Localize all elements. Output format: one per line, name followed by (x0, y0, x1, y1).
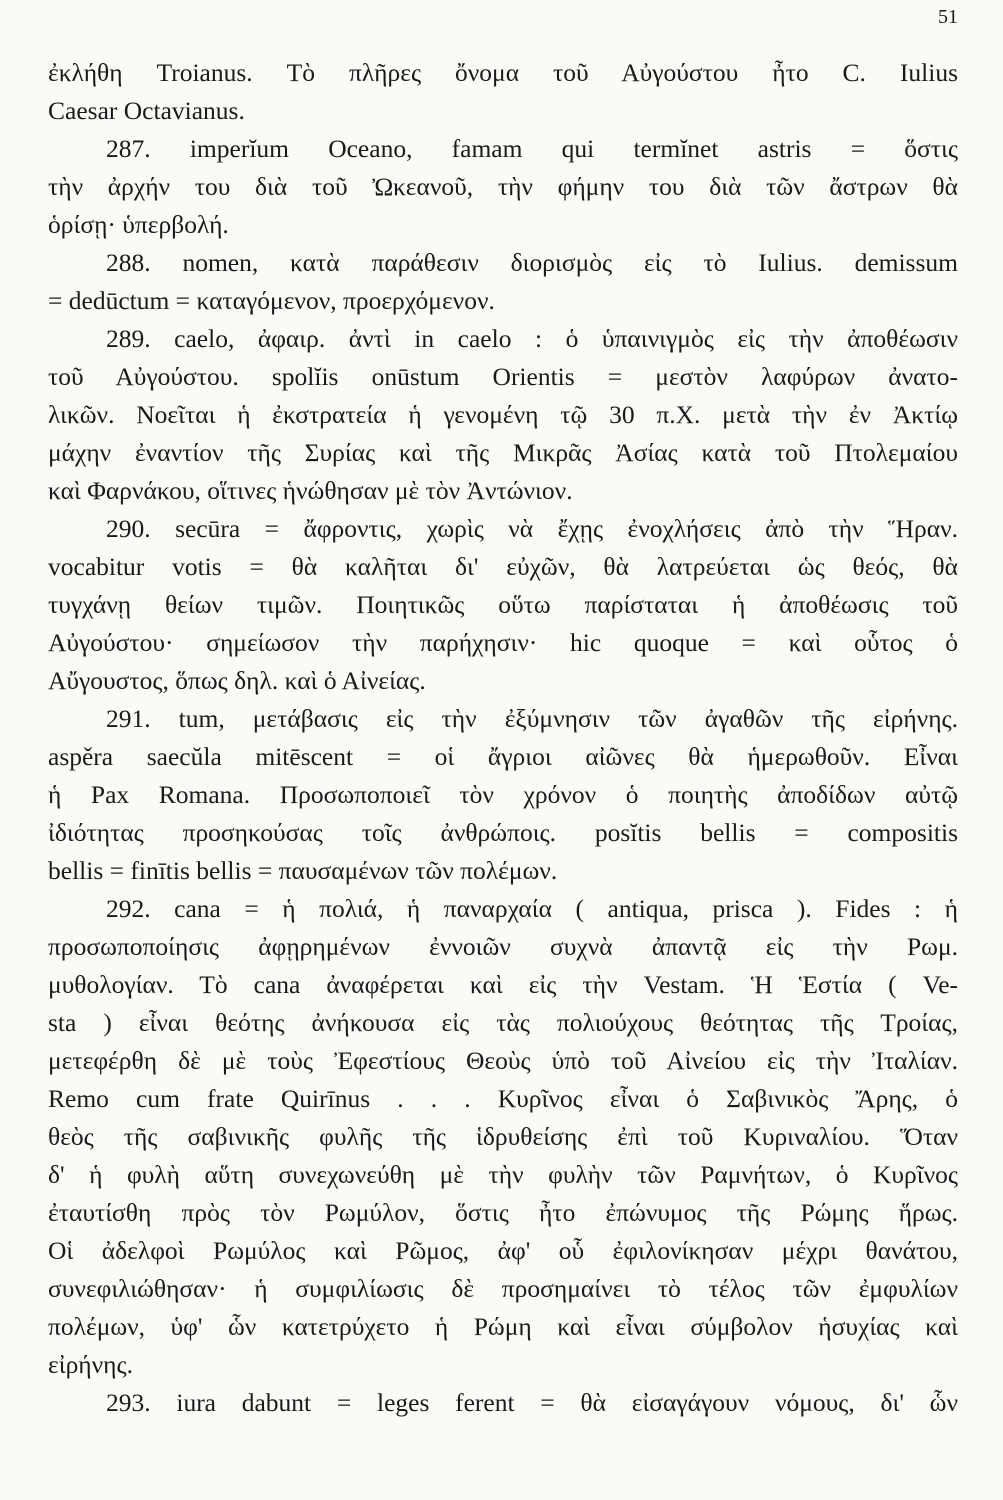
text-line-9: τοῦ Αὐγούστου. spolĭis onūstum Orientis = μεστὸν λαφύρων ἀνατο- (48, 362, 958, 391)
text-line-5: ὁρίσῃ· ὑπερβολή. (48, 210, 229, 239)
text-line-6: 288. nomen, κατὰ παράθεσιν διορισμὸς εἰς τὸ Iulius. demissum (106, 248, 958, 277)
text-line-4: τὴν ἀρχήν του διὰ τοῦ Ὠκεανοῦ, τὴν φήμην του διὰ τῶν ἄστρων θὰ (48, 172, 958, 201)
text-line-36: 293. iura dabunt = leges ferent = θὰ εἰσαγάγουν νόμους, δι' ὧν (106, 1388, 958, 1417)
text-line-17: Αὔγουστος, ὅπως δηλ. καὶ ὁ Αἰνείας. (48, 666, 426, 695)
book-page (48, 0, 958, 1500)
text-line-2: Caesar Octavianus. (48, 96, 245, 125)
text-line-12: καὶ Φαρνάκου, οἵτινες ἡνώθησαν μὲ τὸν Ἀντώνιον. (48, 476, 573, 505)
text-line-20: ἡ Pax Romana. Προσωποποιεῖ τὸν χρόνον ὁ ποιητὴς ἀποδίδων αὐτῷ (48, 780, 958, 809)
text-line-10: λικῶν. Νοεῖται ἡ ἐκστρατεία ἡ γενομένη τῷ 30 π.Χ. μετὰ τὴν ἐν Ἀκτίῳ (48, 400, 958, 429)
text-line-21: ἰδιότητας προσηκούσας τοῖς ἀνθρώποις. posĭtis bellis = compositis (48, 818, 958, 847)
text-line-15: τυγχάνῃ θείων τιμῶν. Ποιητικῶς οὕτω παρίσταται ἡ ἀποθέωσις τοῦ (48, 590, 958, 619)
text-line-13: 290. secūra = ἄφροντις, χωρὶς νὰ ἔχῃς ἐνοχλήσεις ἀπὸ τὴν Ἥραν. (106, 514, 958, 543)
text-line-34: πολέμων, ὑφ' ὧν κατετρύχετο ἡ Ρώμη καὶ εἶναι σύμβολον ἡσυχίας καὶ (48, 1312, 958, 1341)
text-line-28: Remo cum frate Quirīnus . . . Κυρῖνος εἶναι ὁ Σαβινικὸς Ἄρης, ὁ (48, 1084, 958, 1113)
text-line-11: μάχην ἐναντίον τῆς Συρίας καὶ τῆς Μικρᾶς Ἀσίας κατὰ τοῦ Πτολεμαίου (48, 438, 958, 467)
text-line-14: vocabitur votis = θὰ καλῆται δι' εὐχῶν, θὰ λατρεύεται ὡς θεός, θὰ (48, 552, 958, 581)
text-line-19: aspěra saecŭla mitēscent = οἱ ἄγριοι αἰῶνες θὰ ἡμερωθοῦν. Εἶναι (48, 742, 958, 771)
text-line-18: 291. tum, μετάβασις εἰς τὴν ἐξύμνησιν τῶν ἀγαθῶν τῆς εἰρήνης. (106, 704, 958, 733)
text-line-16: Αὐγούστου· σημείωσον τὴν παρήχησιν· hic quoque = καὶ οὗτος ὁ (48, 628, 958, 657)
text-line-33: συνεφιλιώθησαν· ἡ συμφιλίωσις δὲ προσημαίνει τὸ τέλος τῶν ἐμφυλίων (48, 1274, 958, 1303)
text-line-32: Οἱ ἀδελφοὶ Ρωμύλος καὶ Ρῶμος, ἀφ' οὗ ἐφιλονίκησαν μέχρι θανάτου, (48, 1236, 958, 1265)
text-line-26: sta ) εἶναι θεότης ἀνήκουσα εἰς τὰς πολιούχους θεότητας τῆς Τροίας, (48, 1008, 958, 1037)
text-line-22: bellis = finītis bellis = παυσαμένων τῶν πολέμων. (48, 856, 558, 885)
text-line-7: = dedūctum = καταγόμενον, προερχόμενον. (48, 286, 495, 315)
text-line-25: μυθολογίαν. Τὸ cana ἀναφέρεται καὶ εἰς τὴν Vestam. Ἡ Ἑστία ( Ve- (48, 970, 958, 999)
text-line-27: μετεφέρθη δὲ μὲ τοὺς Ἐφεστίους Θεοὺς ὑπὸ τοῦ Αἰνείου εἰς τὴν Ἰταλίαν. (48, 1046, 958, 1075)
text-line-1: ἐκλήθη Troianus. Τὸ πλῆρες ὄνομα τοῦ Αὐγούστου ἦτο C. Iulius (48, 58, 958, 87)
text-line-8: 289. caelo, ἀφαιρ. ἀντὶ in caelo : ὁ ὑπαινιγμὸς εἰς τὴν ἀποθέωσιν (106, 324, 958, 353)
text-line-23: 292. cana = ἡ πολιά, ἡ παναρχαία ( antiqua, prisca ). Fides : ἡ (106, 894, 958, 923)
text-line-29: θεὸς τῆς σαβινικῆς φυλῆς τῆς ἱδρυθείσης ἐπὶ τοῦ Κυριναλίου. Ὅταν (48, 1122, 958, 1151)
text-line-24: προσωποποίησις ἀφῃρημένων ἐννοιῶν συχνὰ ἀπαντᾷ εἰς τὴν Ρωμ. (48, 932, 958, 961)
text-line-31: ἐταυτίσθη πρὸς τὸν Ρωμύλον, ὅστις ἦτο ἐπώνυμος τῆς Ρώμης ἥρως. (48, 1198, 958, 1227)
page-number: 51 (938, 6, 958, 28)
text-line-30: δ' ἡ φυλὴ αὕτη συνεχωνεύθη μὲ τὴν φυλὴν τῶν Ραμνήτων, ὁ Κυρῖνος (48, 1160, 958, 1189)
text-line-35: εἰρήνης. (48, 1350, 133, 1379)
text-line-3: 287. imperĭum Oceano, famam qui termĭnet astris = ὅστις (106, 134, 958, 163)
